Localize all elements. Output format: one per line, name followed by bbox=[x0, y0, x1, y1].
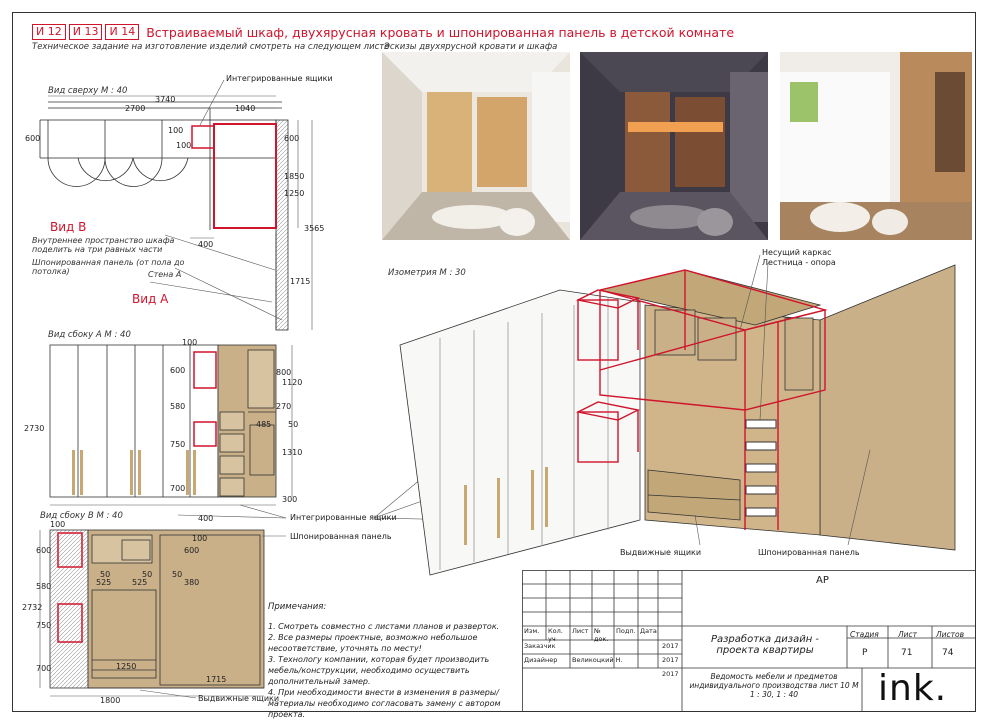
dim-label: 700 bbox=[36, 664, 52, 673]
stamp-date: 2017 bbox=[662, 656, 679, 664]
side-a-title: Вид сбоку А М : 40 bbox=[48, 330, 131, 340]
dim-label: 485 bbox=[256, 420, 272, 429]
callout-drawers: Интегрированные ящики bbox=[290, 513, 397, 522]
panel-note: Шпонированная панель (от пола до потолка) bbox=[32, 258, 185, 276]
dim-label: 600 bbox=[25, 134, 41, 143]
dim-label: 50 bbox=[288, 420, 299, 429]
stamp-col-header: Лист bbox=[572, 627, 589, 635]
dim-label: 525 bbox=[96, 578, 112, 587]
company-logo: ink. bbox=[878, 668, 948, 709]
callout-panel: Шпонированная панель bbox=[290, 532, 392, 541]
dim-label: 100 bbox=[168, 126, 184, 135]
dim-label: 1040 bbox=[235, 104, 256, 113]
dim-label: 270 bbox=[276, 402, 292, 411]
isometry-title: Изометрия М : 30 bbox=[388, 268, 466, 278]
dim-label: 1715 bbox=[290, 277, 311, 286]
stamp-role: Заказчик bbox=[524, 642, 556, 650]
callout-pullout-iso: Выдвижные ящики bbox=[620, 548, 702, 557]
dim-label: 1310 bbox=[282, 448, 303, 457]
dim-label: 100 bbox=[50, 520, 66, 529]
dim-label: 2730 bbox=[24, 424, 45, 433]
item-tag: И 13 bbox=[69, 24, 103, 40]
stamp-col-header: Подп. bbox=[616, 627, 636, 635]
dim-label: 600 bbox=[36, 546, 52, 555]
callout-ladder: Лестница - опора bbox=[762, 258, 836, 267]
side-b-title: Вид сбоку В М : 40 bbox=[40, 511, 123, 521]
note-item: 4. При необходимости внести в изменения в размеры/материалы необходимо согласовать замену с автором проекта. bbox=[268, 688, 501, 719]
dim-label: 50 bbox=[172, 570, 183, 579]
dim-label: 50 bbox=[142, 570, 153, 579]
dim-label: 100 bbox=[176, 141, 192, 150]
stamp-col-header: Дата bbox=[640, 627, 657, 635]
dim-label: 600 bbox=[170, 366, 186, 375]
notes-block bbox=[268, 602, 518, 720]
stamp-code: АР bbox=[816, 575, 829, 586]
item-tag: И 14 bbox=[105, 24, 139, 40]
callout-drawers: Интегрированные ящики bbox=[226, 74, 333, 83]
tech-note: Техническое задание на изготовление изделий смотреть на следующем листе bbox=[32, 42, 390, 52]
notes-title: Примечания: bbox=[268, 602, 327, 612]
stamp-stage-header: Стадия bbox=[850, 630, 879, 639]
note-item: 3. Технологу компании, которая будет производить мебель/конструкции, необходимо осуществить дополнительный замер. bbox=[268, 655, 490, 686]
dim-label: 580 bbox=[170, 402, 186, 411]
dim-label: 750 bbox=[170, 440, 186, 449]
dim-label: 100 bbox=[182, 338, 198, 347]
dim-label: 100 bbox=[192, 534, 208, 543]
dim-label: 600 bbox=[184, 546, 200, 555]
stamp-role: Дизайнер bbox=[524, 656, 558, 664]
stamp-date: 2017 bbox=[662, 670, 679, 678]
dim-label: 1120 bbox=[282, 378, 303, 387]
dim-label: 580 bbox=[36, 582, 52, 591]
callout-panel-iso: Шпонированная панель bbox=[758, 548, 860, 557]
dim-label: 300 bbox=[282, 495, 298, 504]
dim-label: 380 bbox=[184, 578, 200, 587]
sheet-title: Встраиваемый шкаф, двухярусная кровать и шпонированная панель в детской комнате bbox=[146, 24, 735, 40]
dim-label: 3565 bbox=[304, 224, 325, 233]
stamp-col-header: № док. bbox=[594, 627, 609, 643]
item-tag: И 12 bbox=[32, 24, 66, 40]
note-item: 2. Все размеры проектные, возможно небольшое несоответствие, уточнять по месту! bbox=[268, 633, 478, 653]
dim-label: 3740 bbox=[155, 95, 176, 104]
wall-label: Стена А bbox=[148, 270, 182, 279]
stamp-sheet-header: Лист bbox=[898, 630, 918, 639]
stamp-sheets: 74 bbox=[942, 648, 954, 658]
dim-label: 1850 bbox=[284, 172, 305, 181]
dim-label: 800 bbox=[276, 368, 292, 377]
dim-label: 600 bbox=[284, 134, 300, 143]
stamp-sheets-header: Листов bbox=[936, 630, 965, 639]
dim-label: 400 bbox=[198, 240, 214, 249]
stamp-date: 2017 bbox=[662, 642, 679, 650]
stamp-col-headers bbox=[524, 627, 660, 643]
callout-pullout: Выдвижные ящики bbox=[198, 694, 280, 703]
stamp-col-header: Изм. bbox=[524, 627, 540, 635]
dim-label: 50 bbox=[100, 570, 111, 579]
view-a-marker: Вид А bbox=[132, 292, 169, 306]
note-item: 1. Смотреть совместно с листами планов и разверток. bbox=[268, 622, 500, 631]
stamp-col-header: Кол. уч bbox=[548, 627, 563, 643]
dim-label: 1250 bbox=[284, 189, 305, 198]
dim-label: 525 bbox=[132, 578, 148, 587]
dim-label: 2700 bbox=[125, 104, 146, 113]
sketch-title: Эскизы двухярусной кровати и шкафа bbox=[384, 42, 558, 52]
dim-label: 700 bbox=[170, 484, 186, 493]
stamp-stage: Р bbox=[862, 648, 868, 658]
stamp-sheet: 71 bbox=[901, 648, 913, 658]
top-view-title: Вид сверху М : 40 bbox=[48, 86, 128, 96]
callout-frame: Несущий каркас bbox=[762, 248, 832, 257]
dim-label: 1715 bbox=[206, 675, 227, 684]
inner-space-note: Внутреннее пространство шкафа поделить на три равных части bbox=[32, 236, 175, 254]
dim-label: 1250 bbox=[116, 662, 137, 671]
stamp-name: Великоцкий Н. bbox=[572, 656, 623, 664]
dim-label: 2732 bbox=[22, 603, 43, 612]
stamp-description: Ведомость мебели и предметов индивидуального производства лист 10 М 1 : 30, 1 : 40 bbox=[689, 672, 859, 699]
view-b-marker: Вид В bbox=[50, 220, 87, 234]
dim-label: 1800 bbox=[100, 696, 121, 705]
stamp-project: Разработка дизайн - проекта квартиры bbox=[710, 634, 820, 656]
dim-label: 400 bbox=[198, 514, 214, 523]
side-a-elevation bbox=[50, 345, 276, 497]
dim-label: 750 bbox=[36, 621, 52, 630]
